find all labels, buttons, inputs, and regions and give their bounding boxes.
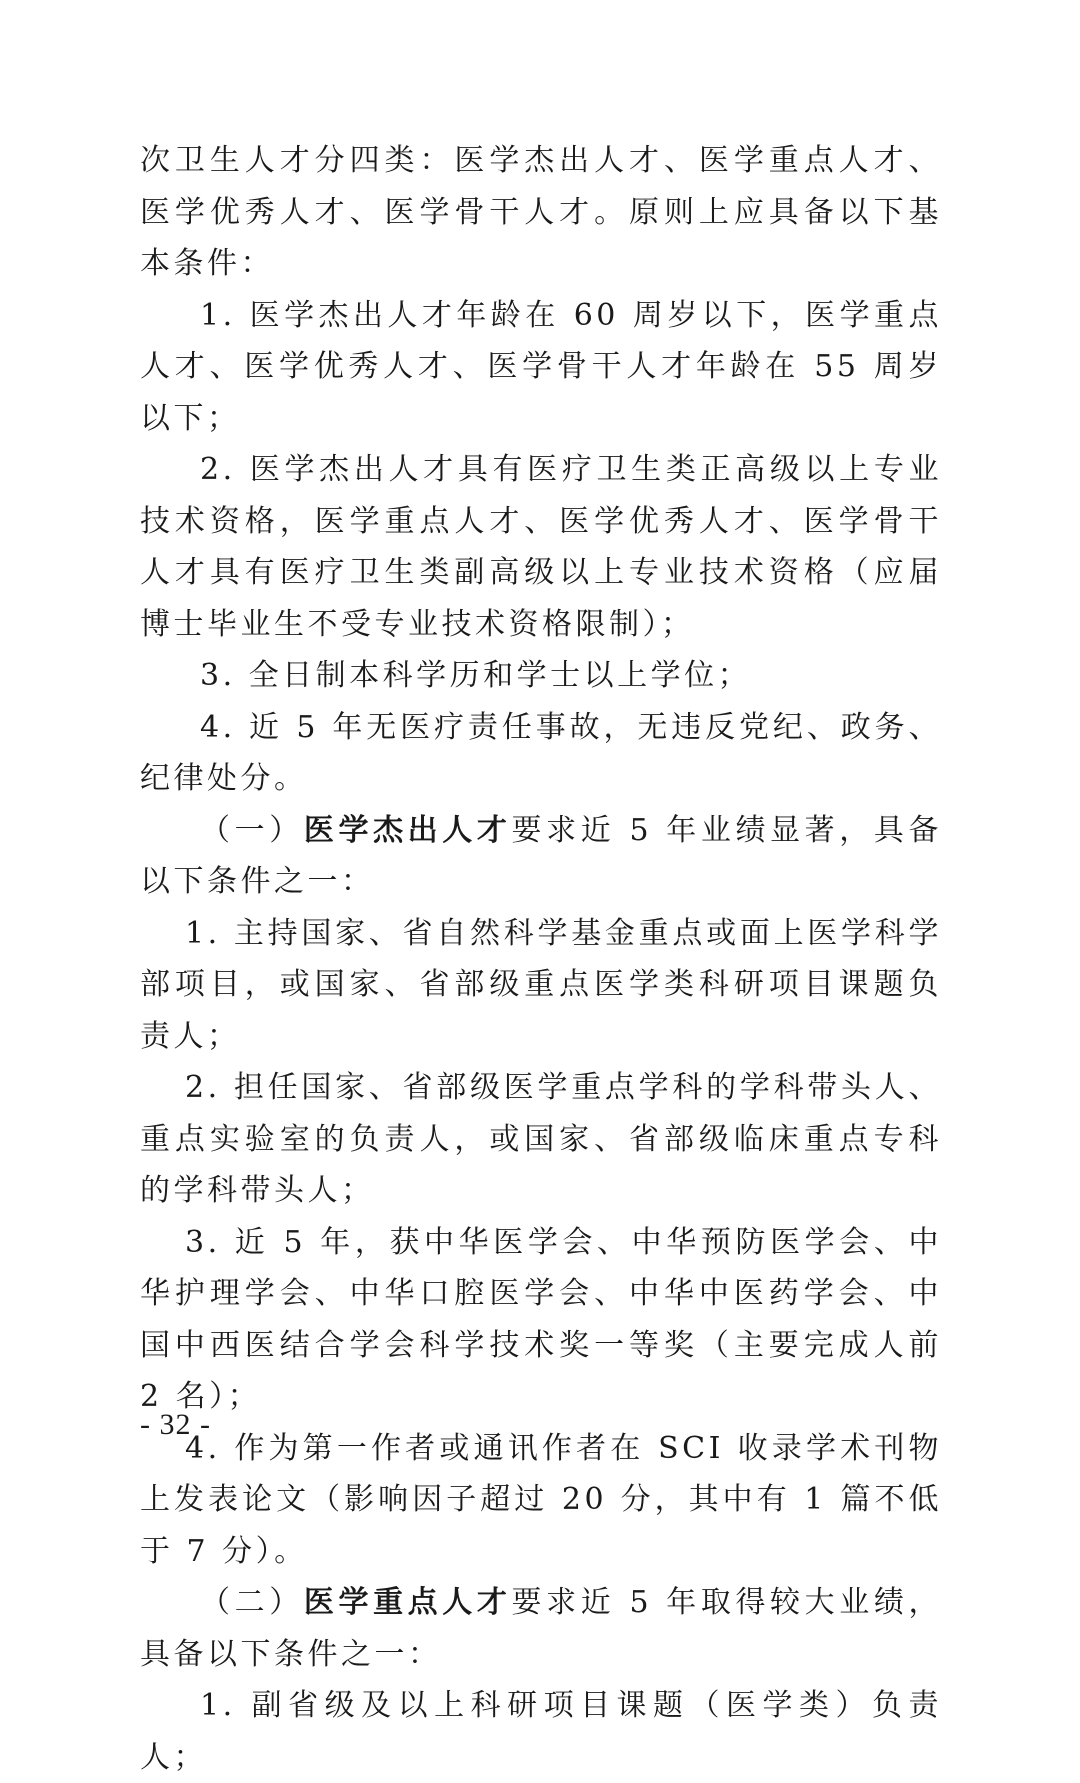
outstanding-item-3: 3. 近 5 年，获中华医学会、中华预防医学会、中华护理学会、中华口腔医学会、中华中医药学会、中国中西医结合学会科学技术奖一等奖（主要完成人前 2 名）； bbox=[140, 1224, 942, 1414]
paragraph-condition-2: 2. 医学杰出人才具有医疗卫生类正高级以上专业技术资格，医学重点人才、医学优秀人才、医学骨干人才具有医疗卫生类副高级以上专业技术资格（应届博士毕业生不受专业技术资格限制）； bbox=[140, 452, 942, 642]
outstanding-item-1: 1. 主持国家、省自然科学基金重点或面上医学科学部项目，或国家、省部级重点医学类科研项目课题负责人； bbox=[140, 915, 942, 1054]
section-prefix: （一） bbox=[200, 812, 304, 848]
section-title-outstanding: 医学杰出人才 bbox=[303, 812, 512, 848]
paragraph-condition-1: 1. 医学杰出人才年龄在 60 周岁以下，医学重点人才、医学优秀人才、医学骨干人才年龄在 55 周岁以下； bbox=[140, 297, 942, 436]
section-heading-key bbox=[140, 1577, 942, 1680]
section-prefix: （二） bbox=[200, 1585, 304, 1620]
section-requirement: 要求近 5 年取得较大业绩，具备以下条件之一： bbox=[140, 1585, 943, 1672]
section-requirement: 要求近 5 年业绩显著，具备以下条件之一： bbox=[140, 812, 943, 899]
key-item-1: 1. 副省级及以上科研项目课题（医学类）负责人； bbox=[140, 1688, 942, 1775]
section-title-key: 医学重点人才 bbox=[303, 1585, 512, 1620]
paragraph-condition-3: 3. 全日制本科学历和学士以上学位； bbox=[200, 658, 752, 693]
paragraph-condition-4: 4. 近 5 年无医疗责任事故，无违反党纪、政务、纪律处分。 bbox=[140, 709, 942, 796]
page-number: - 32 - bbox=[140, 1408, 211, 1441]
paragraph-intro: 次卫生人才分四类：医学杰出人才、医学重点人才、医学优秀人才、医学骨干人才。原则上应具备以下基本条件： bbox=[140, 143, 942, 281]
section-heading-outstanding bbox=[140, 805, 942, 908]
outstanding-item-4: 4. 作为第一作者或通讯作者在 SCI 收录学术刊物上发表论文（影响因子超过 20 分，其中有 1 篇不低于 7 分）。 bbox=[140, 1430, 942, 1569]
outstanding-item-2: 2. 担任国家、省部级医学重点学科的学科带头人、重点实验室的负责人，或国家、省部级临床重点专科的学科带头人； bbox=[140, 1070, 942, 1208]
document-body bbox=[140, 135, 942, 1783]
